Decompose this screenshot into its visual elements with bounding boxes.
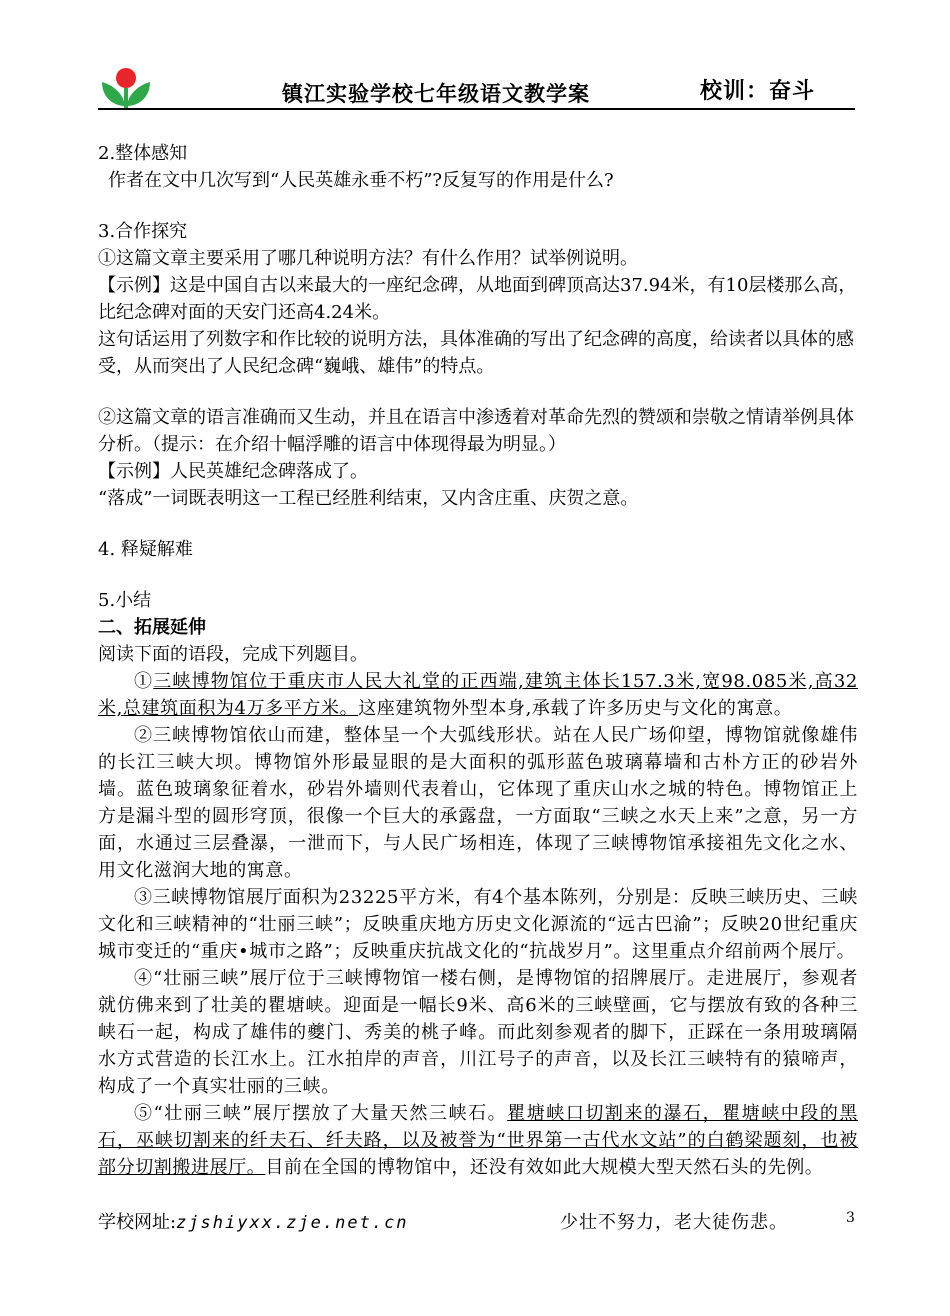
extension-title: 二、拓展延伸 bbox=[98, 617, 206, 638]
section-3-example-1-explanation: 这句话运用了列数字和作比较的说明方法，具体准确的写出了纪念碑的高度，给读者以具体的感受，从而突出了人民纪念碑“巍峨、雄伟”的特点。 bbox=[98, 329, 854, 377]
school-motto: 校训：奋斗 bbox=[700, 79, 816, 104]
footer-website bbox=[98, 1208, 409, 1234]
page-footer bbox=[98, 1208, 858, 1236]
footer-site-url: zjshiyxx.zje.net.cn bbox=[176, 1213, 409, 1233]
section-5-title: 5.小结 bbox=[98, 590, 152, 611]
school-logo-icon bbox=[98, 64, 154, 110]
paragraph-1-rest: 这座建筑物外型本身,承载了许多历史与文化的寓意。 bbox=[358, 698, 793, 719]
header-divider bbox=[98, 108, 855, 110]
document-body bbox=[98, 140, 858, 1181]
section-2-title: 2.整体感知 bbox=[98, 143, 188, 164]
section-3-example-1: 【示例】这是中国自古以来最大的一座纪念碑，从地面到碑顶高达37.94米，有10层楼那么高，比纪念碑对面的天安门还高4.24米。 bbox=[98, 275, 857, 323]
paragraph-5-rest: 目前在全国的博物馆中，还没有效如此大规模大型天然石头的先例。 bbox=[265, 1157, 824, 1178]
page-number: 3 bbox=[846, 1210, 855, 1226]
section-3-example-2: 【示例】人民英雄纪念碑落成了。 bbox=[98, 461, 368, 482]
reading-paragraph-5 bbox=[98, 1100, 858, 1181]
paragraph-5-start: ⑤“壮丽三峡”展厅摆放了大量天然三峡石。 bbox=[134, 1103, 508, 1124]
footer-site-label: 学校网址: bbox=[98, 1212, 177, 1233]
section-3-title: 3.合作探究 bbox=[98, 221, 188, 242]
paragraph-1-number: ① bbox=[134, 671, 154, 692]
footer-motto: 少壮不努力，老大徒伤悲。 bbox=[560, 1212, 788, 1233]
section-4-title: 4. 释疑解难 bbox=[98, 539, 193, 560]
reading-paragraph-3: ③三峡博物馆展厅面积为23225平方米，有4个基本陈列，分别是：反映三峡历史、三峡文化和三峡精神的“壮丽三峡”；反映重庆地方历史文化源流的“远古巴渝”；反映20世纪重庆城市变迁的“重庆•城市之路”；反映重庆抗战文化的“抗战岁月”。这里重点介绍前两个展厅。 bbox=[98, 887, 858, 962]
extension-intro: 阅读下面的语段，完成下列题目。 bbox=[98, 644, 368, 665]
reading-paragraph-1 bbox=[98, 668, 858, 722]
section-3-example-2-explanation: “落成”一词既表明这一工程已经胜利结束，又内含庄重、庆贺之意。 bbox=[98, 488, 639, 509]
paragraph-5-underlined: 瞿塘峡口切割来的瀑石，瞿塘峡中段的黑石，巫峡切割来的纤夫石、纤夫路，以及被誉为“世界第一古代水文站”的白鹤梁题刻，也被部分切割搬进展厅。 bbox=[98, 1103, 858, 1178]
header-title: 镇江实验学校七年级语文教学案 bbox=[282, 82, 590, 106]
paragraph-1-underlined: 三峡博物馆位于重庆市人民大礼堂的正西端,建筑主体长157.3米,宽98.085米,高32米,总建筑面积为4万多平方米。 bbox=[98, 671, 858, 719]
section-3-question-1: ①这篇文章主要采用了哪几种说明方法？有什么作用？试举例说明。 bbox=[98, 248, 638, 269]
page-header bbox=[98, 64, 858, 110]
section-3-question-2: ②这篇文章的语言准确而又生动，并且在语言中渗透着对革命先烈的赞颂和崇敬之情请举例具体分析。（提示：在介绍十幅浮雕的语言中体现得最为明显。） bbox=[98, 407, 854, 455]
reading-paragraph-2: ②三峡博物馆依山而建，整体呈一个大弧线形状。站在人民广场仰望，博物馆就像雄伟的长江三峡大坝。博物馆外形最显眼的是大面积的弧形蓝色玻璃幕墙和古朴方正的砂岩外墙。蓝色玻璃象征着水，砂岩外墙则代表着山，它体现了重庆山水之城的特色。博物馆正上方是漏斗型的圆形穹顶，很像一个巨大的承露盘，一方面取“三峡之水天上来”之意，另一方面，水通过三层叠瀑，一泄而下，与人民广场相连，体现了三峡博物馆承接祖先文化之水、用文化滋润大地的寓意。 bbox=[98, 725, 858, 881]
reading-paragraph-4: ④“壮丽三峡”展厅位于三峡博物馆一楼右侧，是博物馆的招牌展厅。走进展厅，参观者就仿佛来到了壮美的瞿塘峡。迎面是一幅长9米、高6米的三峡壁画，它与摆放有致的各种三峡石一起，构成了雄伟的夔门、秀美的桃子峰。而此刻参观者的脚下，正踩在一条用玻璃隔水方式营造的长江水上。江水拍岸的声音，川江号子的声音，以及长江三峡特有的猿啼声，构成了一个真实壮丽的三峡。 bbox=[98, 968, 858, 1097]
section-2-question: 作者在文中几次写到“人民英雄永垂不朽”?反复写的作用是什么? bbox=[108, 170, 614, 191]
